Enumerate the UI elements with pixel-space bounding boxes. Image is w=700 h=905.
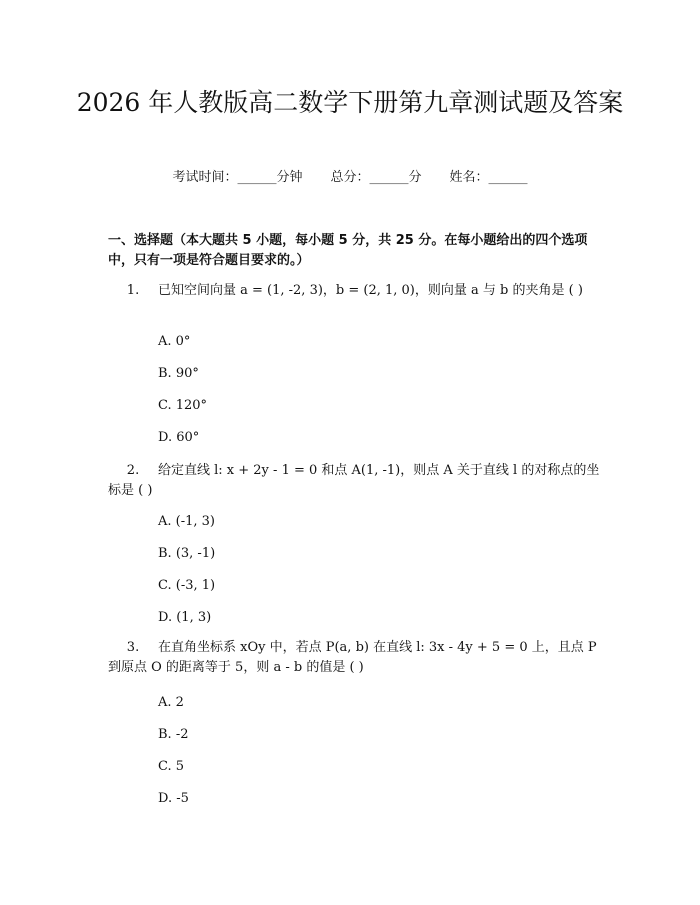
question-number: 1.: [126, 283, 140, 298]
option-d: D. -5: [158, 791, 189, 806]
option-d: D. 60°: [158, 430, 200, 445]
document-title: 2026 年人教版高二数学下册第九章测试题及答案: [76, 88, 624, 117]
question-number: 2.: [126, 463, 140, 478]
question-3: [108, 638, 600, 678]
total-score-field: 总分：______分: [330, 170, 422, 185]
question-2: [108, 461, 600, 501]
option-c: C. 120°: [158, 398, 208, 413]
option-b: B. (3, -1): [158, 546, 216, 561]
option-a: A. 2: [158, 695, 184, 710]
question-1: [108, 281, 600, 301]
option-c: C. 5: [158, 759, 185, 774]
exam-time-field: 考试时间：______分钟: [172, 170, 303, 185]
section-heading: 一、选择题（本大题共 5 小题，每小题 5 分，共 25 分。在每小题给出的四个选项中，只有一项是符合题目要求的。）: [108, 233, 588, 268]
option-c: C. (-3, 1): [158, 578, 216, 593]
exam-info-line: [0, 169, 700, 187]
option-b: B. -2: [158, 727, 189, 742]
option-b: B. 90°: [158, 366, 199, 381]
option-a: A. 0°: [158, 334, 191, 349]
question-stem: 已知空间向量 a = (1, -2, 3)，b = (2, 1, 0)，则向量 a 与 b 的夹角是 ( ): [158, 283, 583, 298]
student-name-field: 姓名：______: [449, 170, 528, 185]
option-d: D. (1, 3): [158, 610, 212, 625]
option-a: A. (-1, 3): [158, 514, 215, 529]
question-number: 3.: [126, 640, 140, 655]
question-stem: 给定直线 l: x + 2y - 1 = 0 和点 A(1, -1)，则点 A 关于直线 l 的对称点的坐标是 ( ): [108, 463, 600, 498]
question-stem: 在直角坐标系 xOy 中，若点 P(a, b) 在直线 l: 3x - 4y + 5 = 0 上，且点 P 到原点 O 的距离等于 5，则 a - b 的值是 ( ): [108, 640, 597, 675]
